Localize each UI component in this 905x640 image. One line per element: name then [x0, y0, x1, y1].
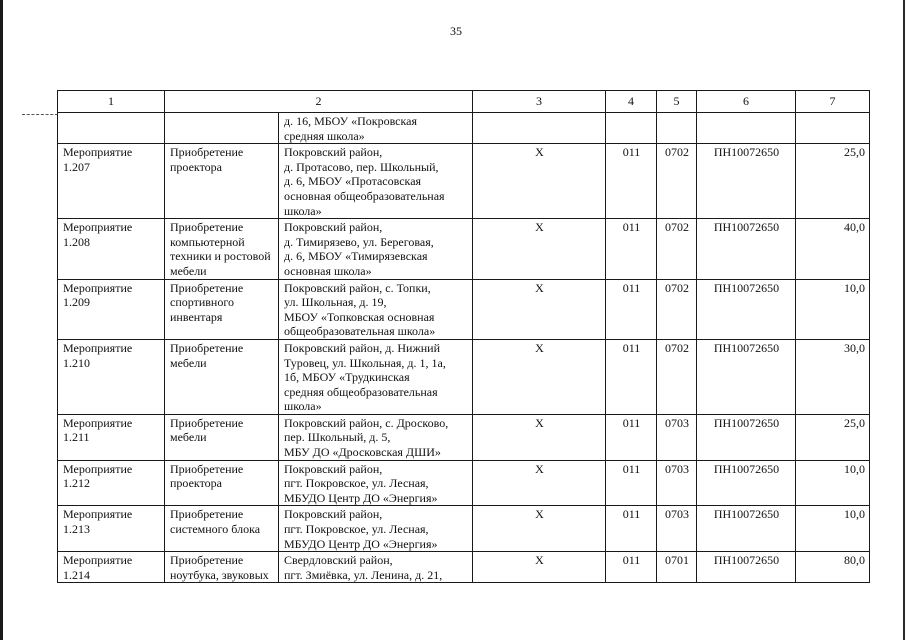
- col7-text: 10,0: [844, 507, 865, 522]
- col6-cell: [697, 460, 796, 506]
- col3-cell: [473, 279, 606, 339]
- name-text: Приобретение системного блока: [170, 507, 261, 537]
- col3-text: Х: [535, 461, 544, 476]
- location-text: д. 16, МБОУ «Покровская средняя школа»: [284, 114, 417, 143]
- location-text: Свердловский район, пгт. Змиёвка, ул. Ленина, д. 21,: [284, 553, 443, 582]
- name-cell: [165, 414, 279, 460]
- name-text: Приобретение мебели: [170, 340, 244, 370]
- col4-text: 011: [622, 280, 641, 295]
- location-text: Покровский район, с. Топки, ул. Школьная, д. 19, МБОУ «Топковская основная общеобразовательная школа»: [284, 280, 436, 339]
- event-text: Мероприятие 1.210: [63, 340, 133, 370]
- col7-cell: [796, 552, 870, 583]
- event-text: Мероприятие 1.211: [63, 415, 133, 445]
- name-cell: [165, 460, 279, 506]
- col3-text: Х: [535, 507, 544, 522]
- col4-text: 011: [622, 553, 641, 568]
- continuation-col3-cell: [473, 113, 606, 144]
- col3-cell: [473, 552, 606, 583]
- col7-text: 25,0: [844, 145, 865, 160]
- event-text: Мероприятие 1.214: [63, 553, 133, 582]
- header-cell-3: 3: [473, 91, 606, 113]
- col4-text: 011: [622, 340, 641, 355]
- name-text: Приобретение компьютерной техники и ростовой мебели: [170, 220, 271, 278]
- col5-cell: [657, 279, 697, 339]
- page-left-edge: [0, 0, 3, 640]
- col5-text: 0702: [665, 340, 689, 355]
- col3-text: Х: [535, 553, 544, 568]
- col3-text: Х: [535, 340, 544, 355]
- location-text: Покровский район, пгт. Покровское, ул. Лесная, МБУДО Центр ДО «Энергия»: [284, 507, 438, 551]
- col7-text: 80,0: [844, 553, 865, 568]
- col6-text: ПН10072650: [713, 145, 780, 160]
- continuation-event-cell: [58, 113, 165, 144]
- col4-text: 011: [622, 507, 641, 522]
- col7-text: 40,0: [844, 220, 865, 235]
- col3-cell: [473, 219, 606, 279]
- col3-cell: [473, 460, 606, 506]
- col4-text: 011: [622, 461, 641, 476]
- col7-cell: [796, 279, 870, 339]
- col6-cell: [697, 144, 796, 219]
- continuation-col5-cell: [657, 113, 697, 144]
- col3-text: Х: [535, 280, 544, 295]
- header-cell-6: 6: [697, 91, 796, 113]
- location-cell: [279, 460, 473, 506]
- header-row: [58, 91, 870, 113]
- name-cell: [165, 339, 279, 414]
- col4-cell: [606, 219, 657, 279]
- col7-text: 10,0: [844, 461, 865, 476]
- location-cell: [279, 339, 473, 414]
- location-text: Покровский район, пгт. Покровское, ул. Лесная, МБУДО Центр ДО «Энергия»: [284, 461, 438, 505]
- header-cell-5: 5: [657, 91, 697, 113]
- col6-text: ПН10072650: [713, 280, 780, 295]
- table-row: [58, 144, 870, 219]
- col7-text: 25,0: [844, 415, 865, 430]
- name-cell: [165, 144, 279, 219]
- location-cell: [279, 552, 473, 583]
- col7-cell: [796, 460, 870, 506]
- col4-cell: [606, 414, 657, 460]
- col5-cell: [657, 414, 697, 460]
- continuation-location-cell: [279, 113, 473, 144]
- col6-text: ПН10072650: [713, 553, 780, 568]
- continuation-name-cell: [165, 113, 279, 144]
- col7-cell: [796, 219, 870, 279]
- event-cell: [58, 460, 165, 506]
- col3-cell: [473, 506, 606, 552]
- location-text: Покровский район, д. Нижний Туровец, ул. Школьная, д. 1, 1а, 1б, МБОУ «Трудкинская средняя общеобразовательная школа»: [284, 340, 446, 414]
- name-text: Приобретение мебели: [170, 415, 244, 445]
- col7-text: 30,0: [844, 340, 865, 355]
- event-text: Мероприятие 1.209: [63, 280, 133, 310]
- col7-cell: [796, 506, 870, 552]
- event-cell: [58, 219, 165, 279]
- col4-cell: [606, 339, 657, 414]
- event-cell: [58, 552, 165, 583]
- col6-text: ПН10072650: [713, 340, 780, 355]
- name-cell: [165, 279, 279, 339]
- col5-text: 0703: [665, 415, 689, 430]
- col5-text: 0703: [665, 507, 689, 522]
- header-cell-1: 1: [58, 91, 165, 113]
- col6-cell: [697, 339, 796, 414]
- continuation-col4-cell: [606, 113, 657, 144]
- data-table: [57, 90, 870, 583]
- location-cell: [279, 279, 473, 339]
- event-text: Мероприятие 1.207: [63, 145, 133, 174]
- event-text: Мероприятие 1.212: [63, 461, 133, 491]
- col4-text: 011: [622, 220, 641, 235]
- event-cell: [58, 144, 165, 219]
- col6-cell: [697, 414, 796, 460]
- page-number: 35: [450, 24, 462, 38]
- col4-cell: [606, 460, 657, 506]
- col4-text: 011: [622, 145, 641, 160]
- location-cell: [279, 144, 473, 219]
- col6-cell: [697, 219, 796, 279]
- col6-cell: [697, 506, 796, 552]
- event-text: Мероприятие 1.213: [63, 507, 133, 537]
- name-text: Приобретение ноутбука, звуковых: [170, 553, 269, 582]
- col4-cell: [606, 552, 657, 583]
- location-text: Покровский район, д. Тимирязево, ул. Береговая, д. 6, МБОУ «Тимирязевская основная школа»: [284, 220, 434, 278]
- col7-cell: [796, 144, 870, 219]
- col5-text: 0702: [665, 280, 689, 295]
- col3-cell: [473, 144, 606, 219]
- col3-cell: [473, 414, 606, 460]
- location-cell: [279, 506, 473, 552]
- col5-cell: [657, 460, 697, 506]
- name-cell: [165, 552, 279, 583]
- col7-cell: [796, 339, 870, 414]
- col7-text: 10,0: [844, 280, 865, 295]
- col3-text: Х: [535, 220, 544, 235]
- col5-cell: [657, 552, 697, 583]
- header-cell-2: 2: [165, 91, 473, 113]
- header-cell-4: 4: [606, 91, 657, 113]
- name-cell: [165, 219, 279, 279]
- col6-text: ПН10072650: [713, 507, 780, 522]
- col5-text: 0702: [665, 145, 689, 160]
- col3-cell: [473, 339, 606, 414]
- event-cell: [58, 339, 165, 414]
- table-row: [58, 460, 870, 506]
- col6-text: ПН10072650: [713, 461, 780, 476]
- table-row: [58, 414, 870, 460]
- location-text: Покровский район, с. Дросково, пер. Школьный, д. 5, МБУ ДО «Дросковская ДШИ»: [284, 415, 449, 460]
- col5-text: 0703: [665, 461, 689, 476]
- event-cell: [58, 279, 165, 339]
- table-row: [58, 506, 870, 552]
- dashed-divider: [22, 114, 58, 115]
- col5-cell: [657, 339, 697, 414]
- header-cell-7: 7: [796, 91, 870, 113]
- col4-cell: [606, 279, 657, 339]
- col5-cell: [657, 219, 697, 279]
- table-row: [58, 279, 870, 339]
- col4-cell: [606, 144, 657, 219]
- continuation-col7-cell: [796, 113, 870, 144]
- location-text: Покровский район, д. Протасово, пер. Школьный, д. 6, МБОУ «Протасовская основная общеобразовательная школа»: [284, 145, 445, 218]
- location-cell: [279, 414, 473, 460]
- location-cell: [279, 219, 473, 279]
- event-text: Мероприятие 1.208: [63, 220, 133, 249]
- name-text: Приобретение проектора: [170, 145, 244, 174]
- col3-text: Х: [535, 145, 544, 160]
- col5-text: 0702: [665, 220, 689, 235]
- col6-cell: [697, 552, 796, 583]
- col6-text: ПН10072650: [713, 415, 780, 430]
- col5-cell: [657, 144, 697, 219]
- name-text: Приобретение проектора: [170, 461, 244, 491]
- table-row: [58, 339, 870, 414]
- event-cell: [58, 506, 165, 552]
- name-cell: [165, 506, 279, 552]
- col3-text: Х: [535, 415, 544, 430]
- col5-text: 0701: [665, 553, 689, 568]
- col4-cell: [606, 506, 657, 552]
- continuation-col6-cell: [697, 113, 796, 144]
- table-row: [58, 219, 870, 279]
- col4-text: 011: [622, 415, 641, 430]
- col6-cell: [697, 279, 796, 339]
- col5-cell: [657, 506, 697, 552]
- continuation-row: [58, 113, 870, 144]
- table-row: [58, 552, 870, 583]
- name-text: Приобретение спортивного инвентаря: [170, 280, 244, 324]
- col7-cell: [796, 414, 870, 460]
- col6-text: ПН10072650: [713, 220, 780, 235]
- event-cell: [58, 414, 165, 460]
